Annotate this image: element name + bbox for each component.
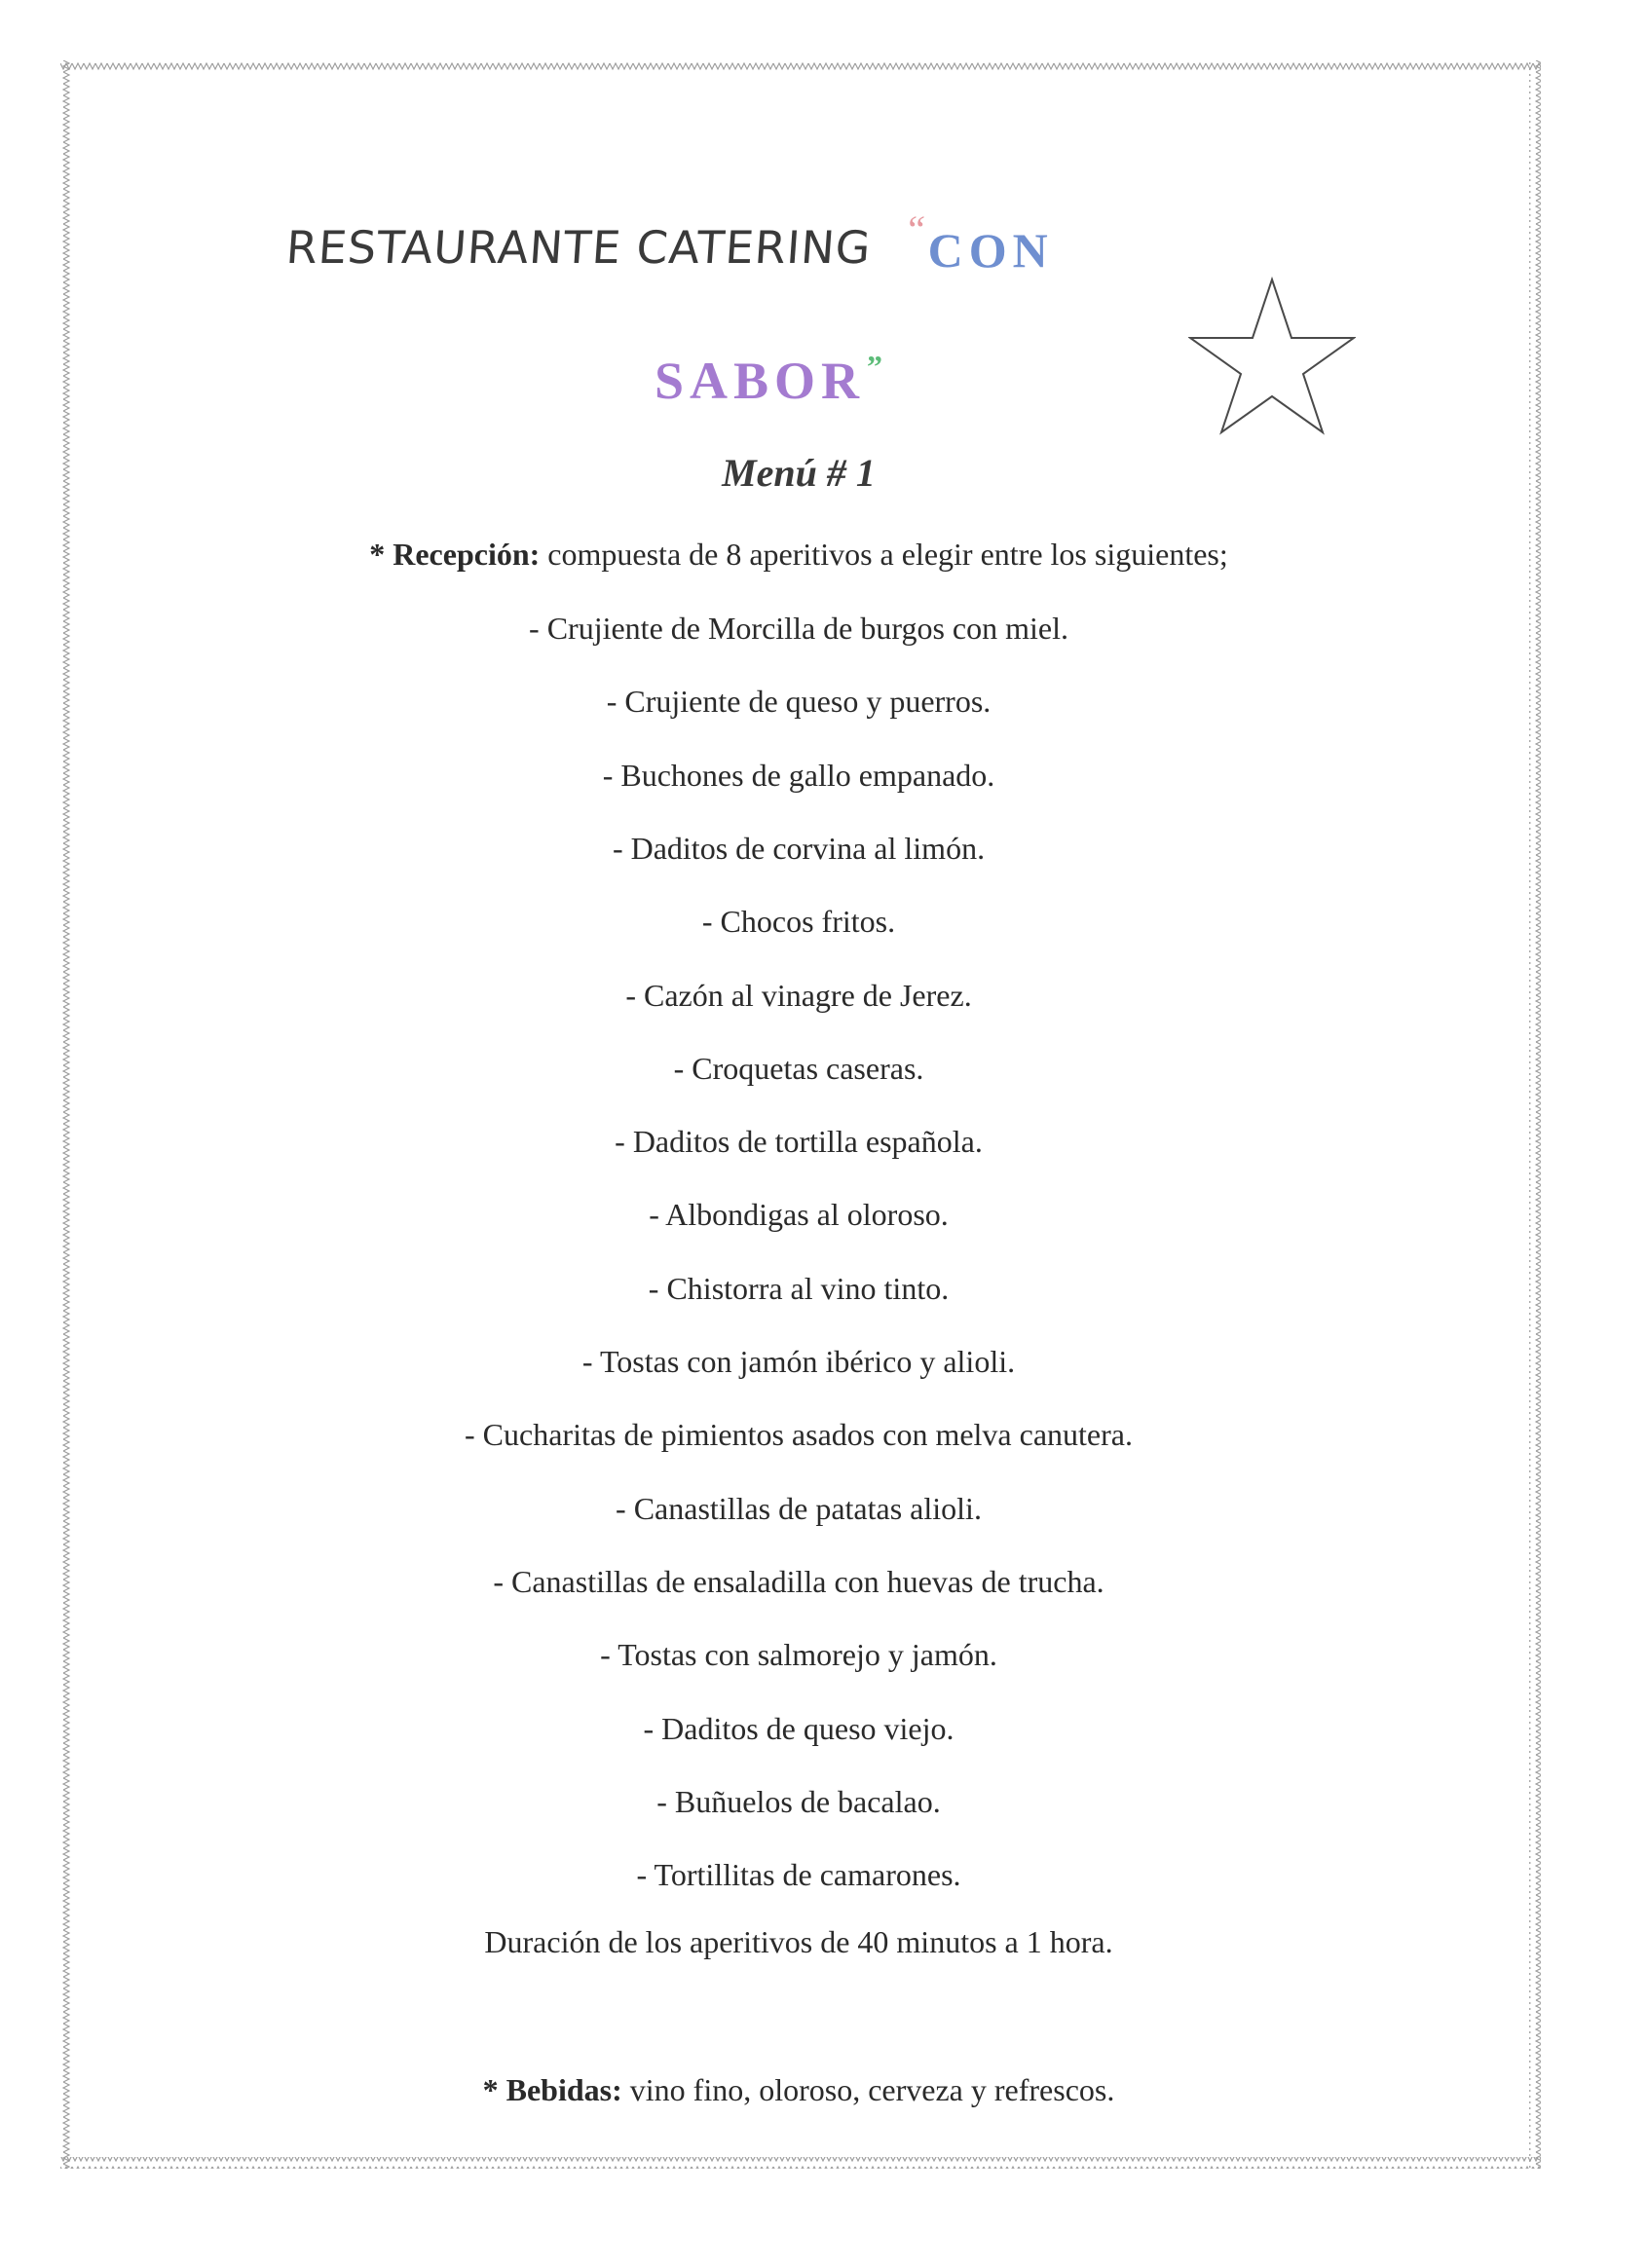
reception-label: * Recepción: (369, 537, 541, 572)
duration-text: Duración de los aperitivos de 40 minutos a 1 hora. (484, 1924, 1113, 1959)
title-word-con: CON (927, 223, 1054, 278)
appetizer-item: - Tostas con salmorejo y jamón. (600, 1637, 997, 1673)
appetizer-item: - Chocos fritos. (701, 904, 896, 940)
restaurant-title-line-2 (655, 351, 882, 411)
appetizer-item: - Daditos de corvina al limón. (612, 830, 986, 866)
appetizer-item: - Canastillas de patatas alioli. (616, 1490, 982, 1526)
appetizer-item: - Buñuelos de bacalao. (656, 1783, 941, 1819)
appetizer-item: - Daditos de queso viejo. (643, 1710, 955, 1746)
appetizer-item: - Crujiente de queso y puerros. (606, 684, 992, 720)
menu-title: Menú # 1 (722, 451, 876, 495)
appetizer-item: - Canastillas de ensaladilla con huevas de trucha. (493, 1563, 1104, 1599)
closing-quote: ” (867, 349, 883, 384)
appetizer-item: - Daditos de tortilla española. (615, 1124, 983, 1160)
appetizer-item: - Crujiente de Morcilla de burgos con miel. (529, 611, 1068, 646)
restaurant-title-line-1 (284, 207, 1260, 278)
drinks-label: * Bebidas: (482, 2072, 622, 2107)
title-word-sabor: SABOR (655, 352, 866, 410)
appetizer-item: - Chistorra al vino tinto. (648, 1270, 950, 1306)
appetizer-item: - Buchones de gallo empanado. (602, 757, 995, 793)
drinks-line (0, 2072, 1597, 2108)
star-icon (1188, 276, 1356, 436)
drinks-text: vino fino, oloroso, cerveza y refrescos. (621, 2072, 1115, 2107)
opening-quote: “ (904, 207, 926, 251)
appetizer-item: - Tortillitas de camarones. (636, 1857, 961, 1893)
appetizer-item: - Croquetas caseras. (673, 1050, 924, 1086)
reception-line (0, 537, 1597, 573)
appetizer-item: - Albondigas al oloroso. (649, 1197, 949, 1233)
appetizer-item: - Tostas con jamón ibérico y alioli. (581, 1344, 1016, 1379)
appetizer-item: - Cucharitas de pimientos asados con melva canutera. (465, 1417, 1133, 1453)
restaurant-name: RESTAURANTE CATERING (284, 221, 874, 274)
appetizer-item: - Cazón al vinagre de Jerez. (625, 977, 972, 1013)
reception-text: compuesta de 8 aperitivos a elegir entre los siguientes; (540, 537, 1228, 572)
